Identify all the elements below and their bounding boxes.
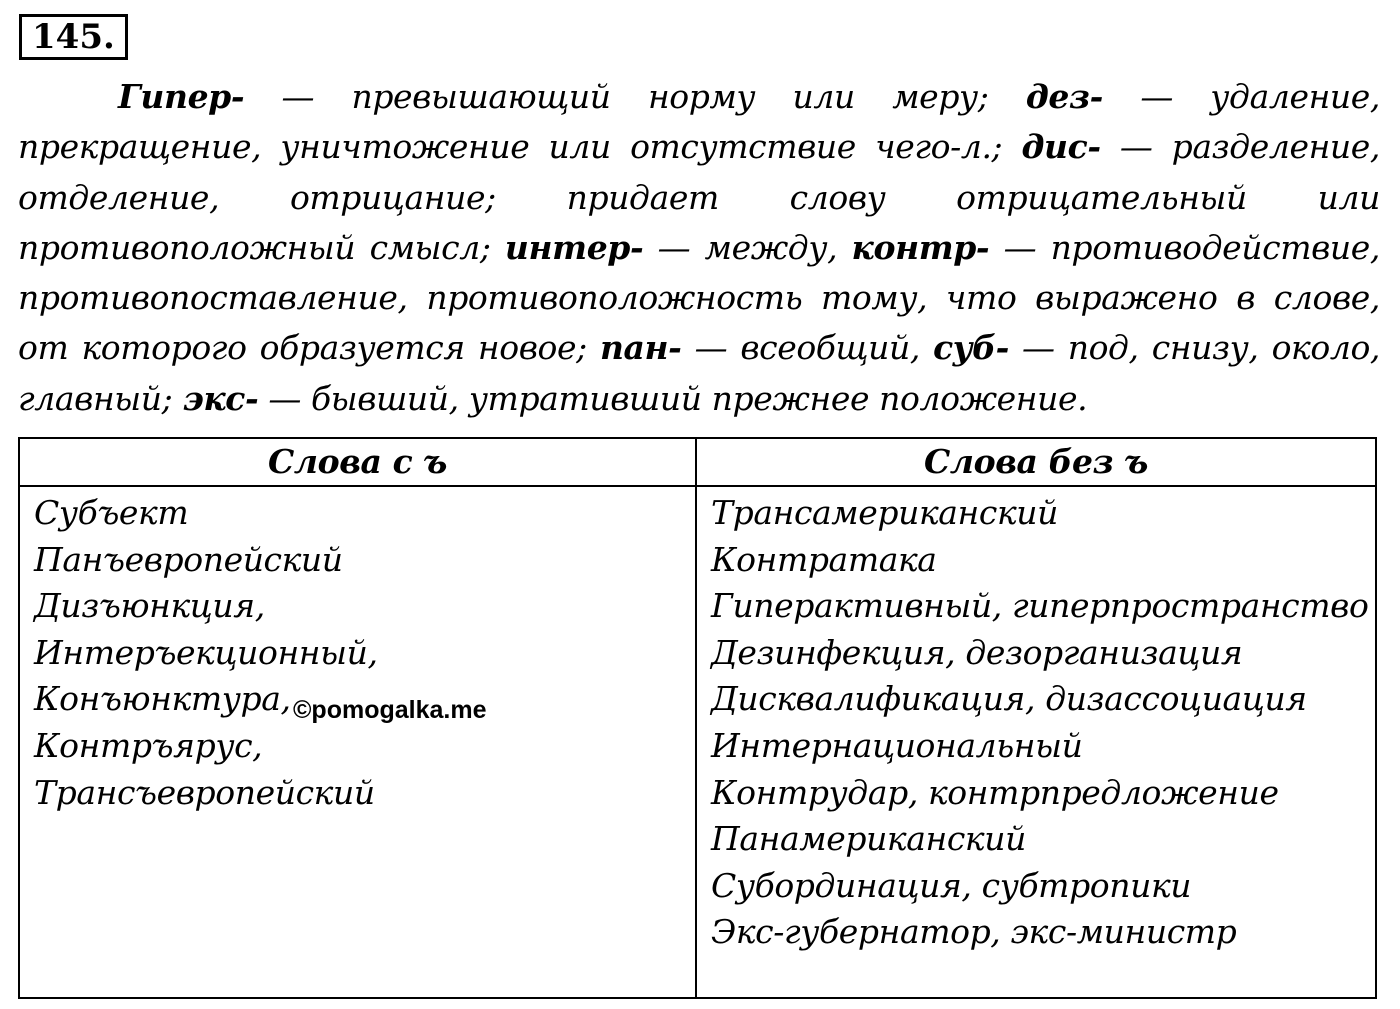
prefix-meaning: — бывший, утративший прежнее положение. [258,378,1088,418]
prefix-term: экс- [182,378,259,418]
prefix-term: Гипер- [118,77,245,116]
list-item: Трансъевропейский [34,772,375,812]
table-row [19,486,1376,998]
list-item: Контратака [711,539,937,579]
header-words-without-hard-sign: Слова без ъ [696,438,1376,486]
prefix-meaning: — между, [643,227,852,267]
prefix-term: дис- [1021,127,1101,167]
prefix-term: суб- [933,328,1009,368]
list-item: Панамериканский [711,819,1026,859]
prefix-term: дез- [1025,77,1103,116]
prefix-term: пан- [599,328,682,368]
list-item: Трансамериканский [711,493,1058,532]
task-number: 145. [19,14,128,60]
table-header-row [19,438,1376,486]
list-item: Дисквалификация, дизассоциация [711,679,1307,719]
words-with-hard-sign-cell [19,486,696,998]
prefix-meaning: — противодействие, противопоставление, противоположность тому, что выражено в слове, от которого образуется новое; [18,227,1380,368]
list-item: Контрудар, контрпредложение [711,772,1279,812]
list-item: Субъект [34,493,189,532]
prefix-term: интер- [504,227,644,267]
prefix-meaning: — превышающий норму или меру; [244,77,1026,116]
prefix-meaning: — удаление, прекращение, уничтожение или отсутствие чего-л.; [18,77,1380,167]
words-without-hard-sign-cell [696,486,1376,998]
list-item: Субординация, субтропики [711,865,1192,905]
prefix-meaning: — под, снизу, около, главный; [18,328,1380,418]
prefix-meaning: — разделение, отделение, отрицание; придает слову отрицательный или противоположный смысл; [18,127,1381,267]
watermark-text: ©pomogalka.me [293,696,487,724]
words-without-hard-sign-list [697,487,1375,956]
list-item: Интеръекционный, [34,632,378,672]
list-item: Дезинфекция, дезорганизация [711,632,1243,672]
prefix-meaning: — всеобщий, [681,328,934,368]
header-words-with-hard-sign: Слова с ъ [19,438,696,486]
list-item: Панъевропейский [34,539,343,579]
words-with-hard-sign-list [20,487,695,816]
list-item: Конъюнктура, [34,679,291,719]
list-item: Контръярус, [34,725,263,765]
list-item: Интернациональный [711,725,1083,765]
words-table [18,437,1377,999]
list-item: Экс-губернатор, экс-министр [711,912,1237,952]
prefix-term: контр- [851,227,990,267]
list-item: Дизъюнкция, [34,586,265,626]
list-item: Гиперактивный, гиперпространство [711,586,1369,626]
prefix-definitions-paragraph [18,72,1380,424]
